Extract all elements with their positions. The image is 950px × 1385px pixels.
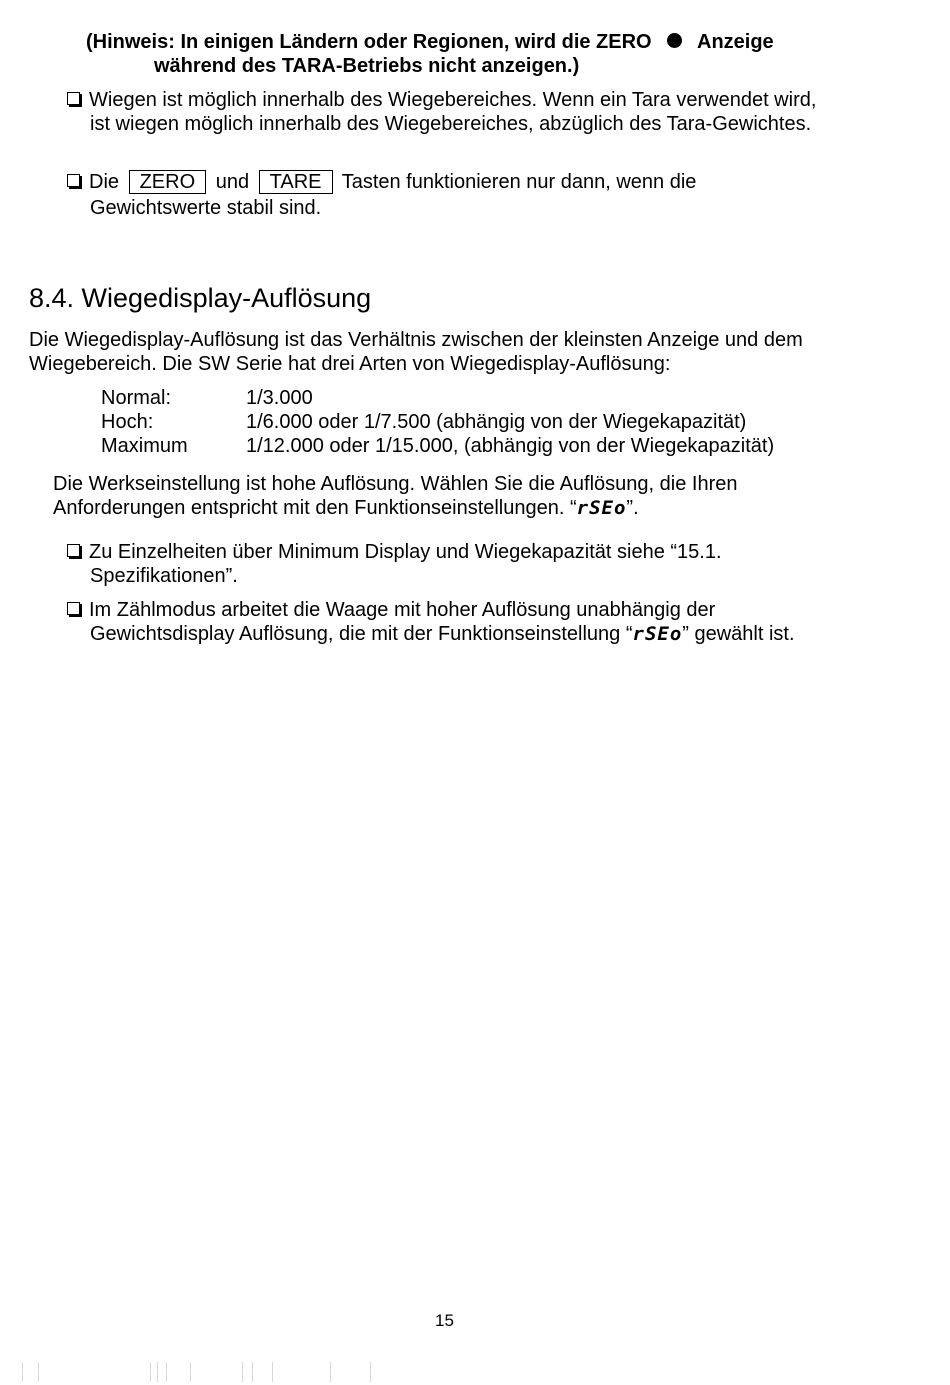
bullet-suffix: Tasten funktionieren nur dann, wenn die bbox=[341, 171, 697, 193]
bullet-counting-mode bbox=[67, 598, 715, 622]
intro-line-1: Die Wiegedisplay-Auflösung ist das Verhältnis zwischen der kleinsten Anzeige und dem bbox=[29, 329, 803, 351]
default-text-before: Anforderungen entspricht mit den Funktionseinstellungen. “ bbox=[53, 497, 577, 519]
default-line-1: Die Werkseinstellung ist hohe Auflösung. Wählen Sie die Auflösung, die Ihren bbox=[53, 473, 738, 495]
section-heading: 8.4. Wiegedisplay-Auflösung bbox=[29, 283, 372, 313]
note-line-2: während des TARA-Betriebs nicht anzeigen.) bbox=[154, 55, 580, 77]
resolution-value-normal: 1/3.000 bbox=[246, 387, 313, 409]
segment-code-rseo: rSEo bbox=[632, 623, 683, 645]
intro-line-2: Wiegebereich. Die SW Serie hat drei Arten von Wiegedisplay-Auflösung: bbox=[29, 353, 671, 375]
checkbox-bullet-icon bbox=[67, 92, 80, 105]
zero-indicator-dot-icon bbox=[667, 33, 682, 48]
resolution-label-normal: Normal: bbox=[101, 387, 172, 409]
zero-key-label: ZERO bbox=[129, 170, 207, 194]
default-line-2 bbox=[53, 496, 639, 520]
note-text-after: Anzeige bbox=[697, 31, 774, 53]
bullet-keys-stable bbox=[67, 170, 696, 194]
resolution-label-maximum: Maximum bbox=[101, 435, 188, 457]
bullet-text-line-1: Wiegen ist möglich innerhalb des Wiegebereiches. Wenn ein Tara verwendet wird, bbox=[89, 89, 817, 111]
segment-code-rseo: rSEo bbox=[576, 497, 627, 519]
bullet-keys-stable-line-2: Gewichtswerte stabil sind. bbox=[90, 197, 322, 219]
note-text-before: (Hinweis: In einigen Ländern oder Regionen, wird die ZERO bbox=[86, 31, 652, 53]
bullet-specifications bbox=[67, 540, 722, 564]
scan-artifacts bbox=[0, 1358, 950, 1385]
note-line-1 bbox=[86, 30, 774, 54]
bullet-weighing-range-line-2: ist wiegen möglich innerhalb des Wiegebereiches, abzüglich des Tara-Gewichtes. bbox=[90, 113, 812, 135]
bullet-specifications-line-2: Spezifikationen”. bbox=[90, 565, 238, 587]
resolution-value-maximum: 1/12.000 oder 1/15.000, (abhängig von der Wiegekapazität) bbox=[246, 435, 775, 457]
tare-key-label: TARE bbox=[259, 170, 333, 194]
page-number: 15 bbox=[435, 1311, 454, 1330]
resolution-label-high: Hoch: bbox=[101, 411, 154, 433]
bullet-text-after: ” gewählt ist. bbox=[682, 623, 795, 645]
bullet-text-line-1: Im Zählmodus arbeitet die Waage mit hoher Auflösung unabhängig der bbox=[89, 599, 716, 621]
bullet-weighing-range bbox=[67, 88, 816, 112]
bullet-prefix: Die bbox=[89, 171, 120, 193]
default-text-after: ”. bbox=[626, 497, 639, 519]
bullet-counting-mode-line-2 bbox=[90, 622, 795, 646]
bullet-text-line-1: Zu Einzelheiten über Minimum Display und Wiegekapazität siehe “15.1. bbox=[89, 541, 722, 563]
checkbox-bullet-icon bbox=[67, 602, 80, 615]
bullet-text-before: Gewichtsdisplay Auflösung, die mit der Funktionseinstellung “ bbox=[90, 623, 633, 645]
bullet-mid: und bbox=[215, 171, 250, 193]
checkbox-bullet-icon bbox=[67, 544, 80, 557]
checkbox-bullet-icon bbox=[67, 174, 80, 187]
resolution-value-high: 1/6.000 oder 1/7.500 (abhängig von der Wiegekapazität) bbox=[246, 411, 747, 433]
